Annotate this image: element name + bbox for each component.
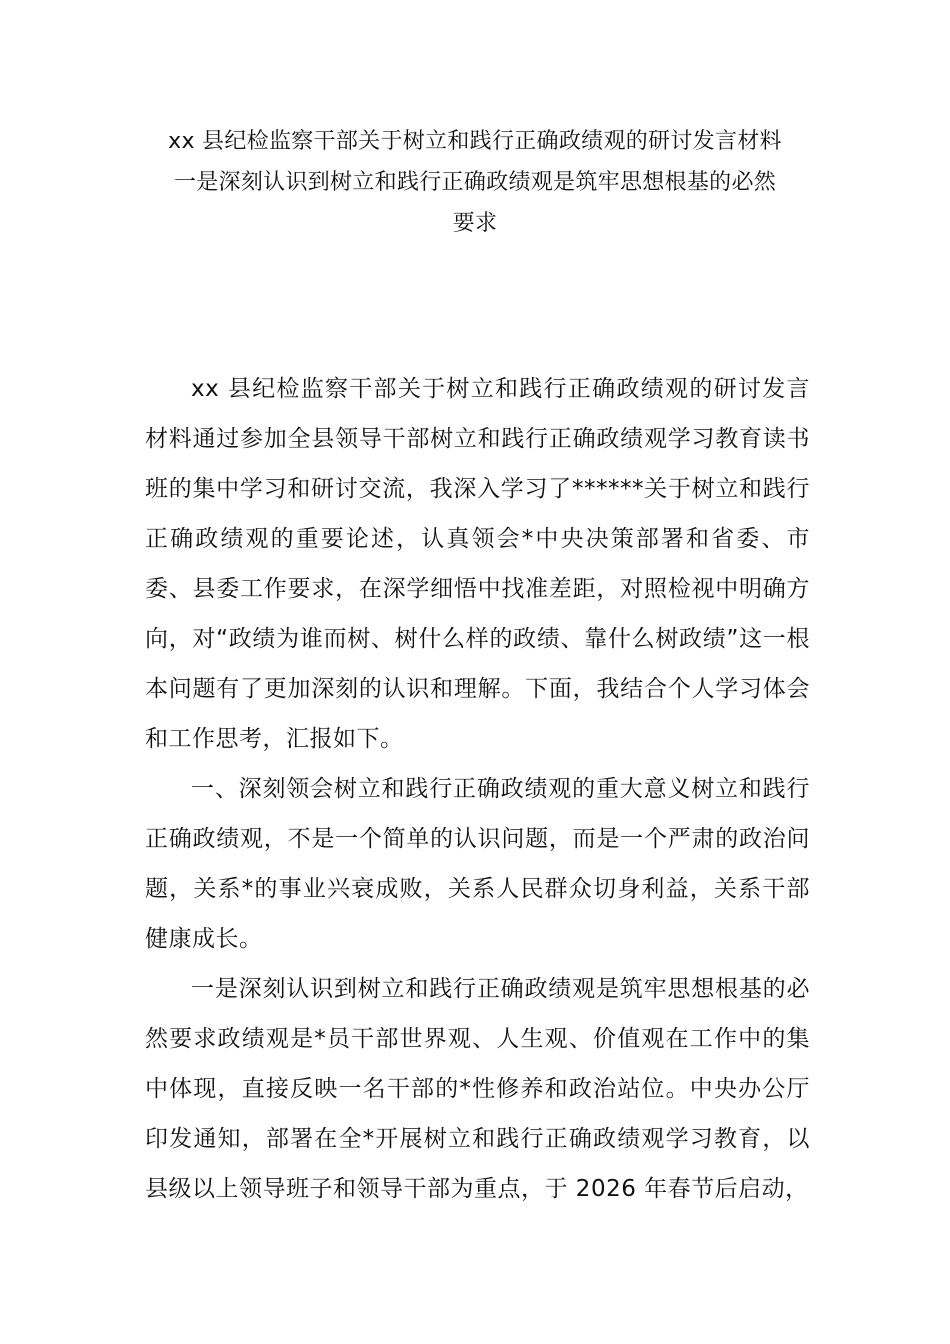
title-line-3: 要求 xyxy=(452,211,498,236)
paragraph-point-one: 一是深刻认识到树立和践行正确政绩观是筑牢思想根基的必然要求政绩观是*员干部世界观、人生观、价值观在工作中的集中体现，直接反映一名干部的*性修养和政治站位。中央办公厅印发通知，部署在全*开展树立和践行正确政绩观学习教育，以县级以上领导班子和领导干部为重点，于 2026 年春节后启动， xyxy=(145,976,810,1202)
title-line-2: 一是深刻认识到树立和践行正确政绩观是筑牢思想根基的必然 xyxy=(173,170,777,195)
paragraph-section-one: 一、深刻领会树立和践行正确政绩观的重大意义树立和践行正确政绩观，不是一个简单的认识问题，而是一个严肃的政治问题，关系*的事业兴衰成败，关系人民群众切身利益，关系干部健康成长。 xyxy=(145,776,810,952)
document-title xyxy=(140,121,810,244)
document-body xyxy=(145,364,810,1214)
title-line-1: xx 县纪检监察干部关于树立和践行正确政绩观的研讨发言材料 xyxy=(168,129,782,154)
paragraph-intro: xx 县纪检监察干部关于树立和践行正确政绩观的研讨发言材料通过参加全县领导干部树立和践行正确政绩观学习教育读书班的集中学习和研讨交流，我深入学习了******关于树立和践行正确政绩观的重要论述，认真领会*中央决策部署和省委、市委、县委工作要求，在深学细悟中找准差距，对照检视中明确方向，对“政绩为谁而树、树什么样的政绩、靠什么树政绩”这一根本问题有了更加深刻的认识和理解。下面，我结合个人学习体会和工作思考，汇报如下。 xyxy=(145,376,810,752)
